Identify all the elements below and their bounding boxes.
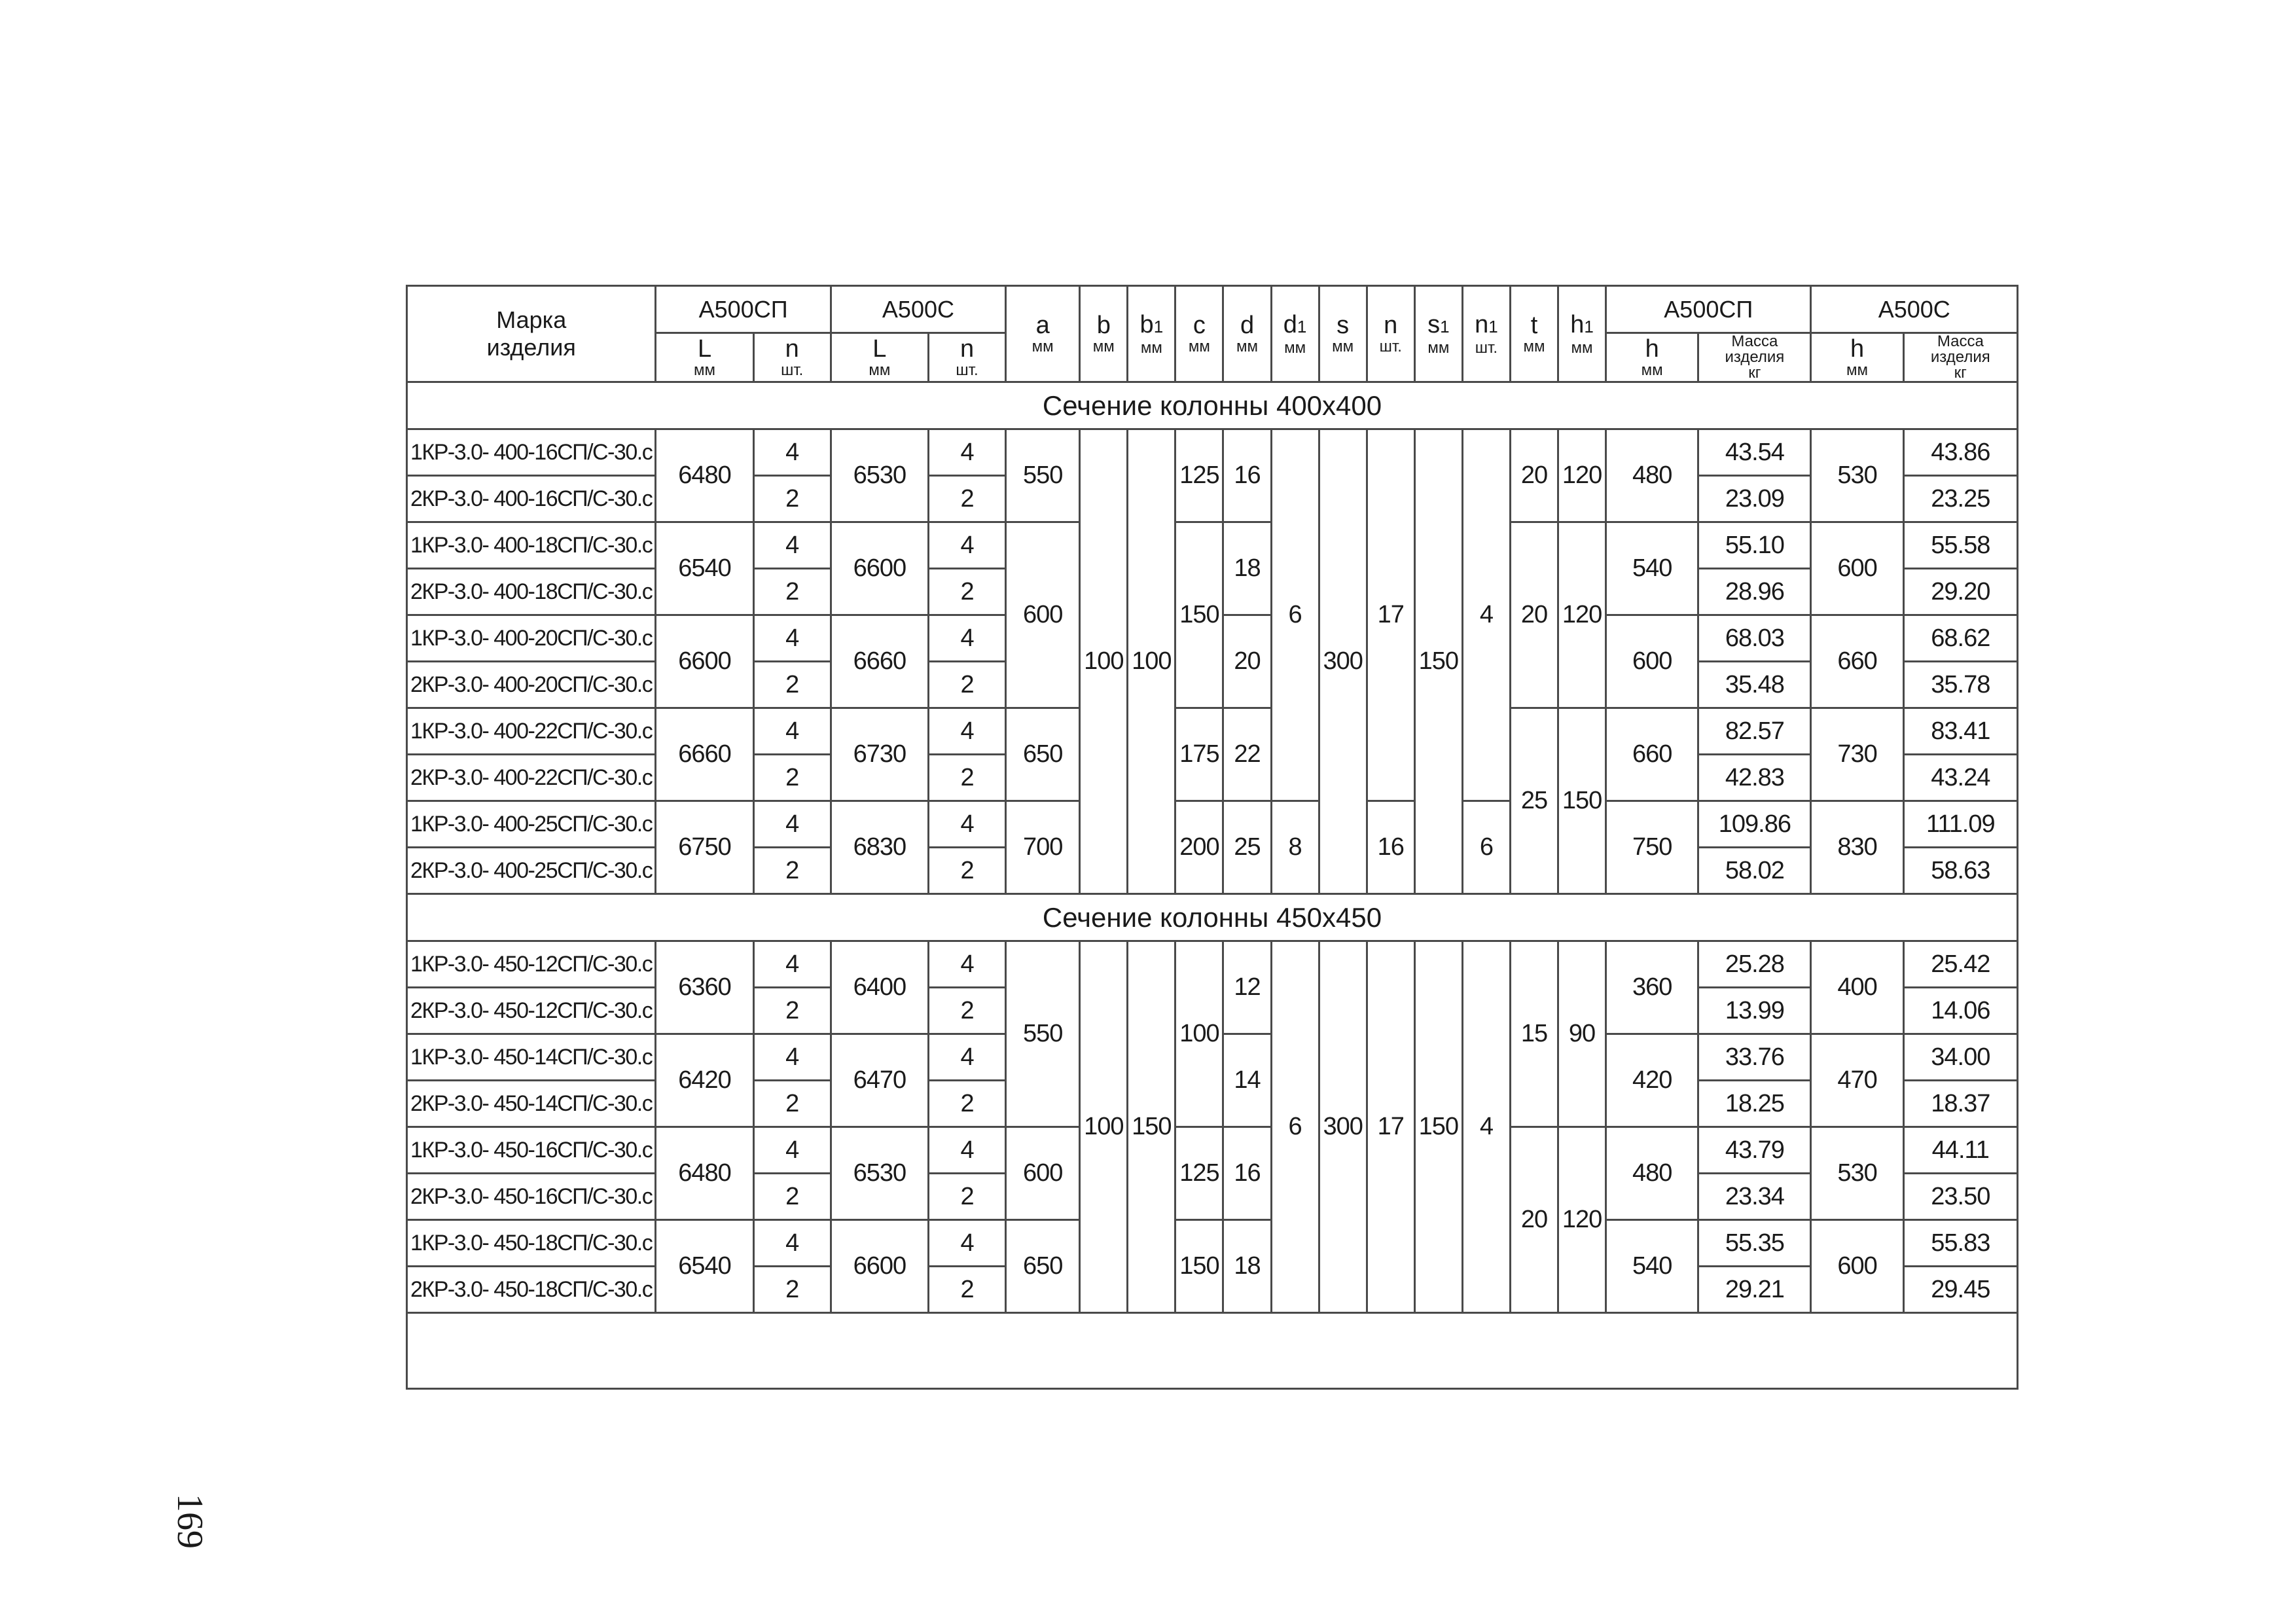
cell-b: 100: [1080, 941, 1128, 1313]
table-footer-blank: [407, 1313, 2018, 1389]
header-n1: n1 шт.: [1462, 286, 1510, 382]
mark-cell: 1КР-3.0- 400-20СП/С-30.с: [407, 615, 656, 662]
header-a: a мм: [1006, 286, 1080, 382]
mark-cell: 2КР-3.0- 400-25СП/С-30.с: [407, 848, 656, 894]
cell-d1: 6: [1271, 429, 1319, 801]
cell-h1: 120: [1558, 429, 1606, 522]
cell-h1: 120: [1558, 522, 1606, 708]
cell-c: 125: [1175, 429, 1223, 522]
table-row: [407, 522, 2018, 569]
cell-mass-sp: 82.57: [1698, 708, 1811, 755]
cell-L-sp: 6540: [656, 522, 753, 615]
cell-L-s: 6530: [831, 429, 928, 522]
cell-n-sp: 2: [753, 988, 831, 1034]
header-d: d мм: [1223, 286, 1271, 382]
cell-mass-s: 18.37: [1903, 1081, 2017, 1127]
cell-d: 20: [1223, 615, 1271, 708]
cell-c: 150: [1175, 522, 1223, 708]
cell-d: 16: [1223, 1127, 1271, 1220]
cell-mass-sp: 23.34: [1698, 1174, 1811, 1220]
cell-a: 700: [1006, 801, 1080, 894]
cell-n-sp: 2: [753, 662, 831, 708]
header-group-a500sp-right: А500СП: [1606, 286, 1811, 333]
cell-c: 100: [1175, 941, 1223, 1127]
mark-cell: 1КР-3.0- 400-25СП/С-30.с: [407, 801, 656, 848]
cell-n-s: 2: [928, 1174, 1005, 1220]
header-s: s мм: [1319, 286, 1367, 382]
cell-n-sp: 4: [753, 801, 831, 848]
cell-mass-s: 23.50: [1903, 1174, 2017, 1220]
header-n-s: n шт.: [928, 333, 1005, 382]
cell-L-s: 6400: [831, 941, 928, 1034]
mark-cell: 2КР-3.0- 450-16СП/С-30.с: [407, 1174, 656, 1220]
cell-mass-sp: 43.54: [1698, 429, 1811, 476]
cell-mass-sp: 33.76: [1698, 1034, 1811, 1081]
cell-L-sp: 6480: [656, 1127, 753, 1220]
cell-n-sp: 2: [753, 1267, 831, 1313]
cell-h-sp: 540: [1606, 1220, 1698, 1313]
cell-h-s: 660: [1811, 615, 1903, 708]
cell-L-sp: 6540: [656, 1220, 753, 1313]
cell-h-s: 530: [1811, 1127, 1903, 1220]
cell-n-sp: 4: [753, 615, 831, 662]
cell-d1: 6: [1271, 941, 1319, 1313]
header-h1: h1 мм: [1558, 286, 1606, 382]
header-h-s: h мм: [1811, 333, 1903, 382]
cell-h1: 120: [1558, 1127, 1606, 1313]
table-row: [407, 429, 2018, 476]
cell-L-sp: 6750: [656, 801, 753, 894]
cell-mass-sp: 18.25: [1698, 1081, 1811, 1127]
cell-mass-sp: 68.03: [1698, 615, 1811, 662]
mark-cell: 2КР-3.0- 400-22СП/С-30.с: [407, 755, 656, 801]
header-b: b мм: [1080, 286, 1128, 382]
cell-mass-s: 25.42: [1903, 941, 2017, 988]
cell-h-s: 470: [1811, 1034, 1903, 1127]
cell-mass-s: 44.11: [1903, 1127, 2017, 1174]
cell-d: 18: [1223, 522, 1271, 615]
cell-L-s: 6830: [831, 801, 928, 894]
cell-c: 125: [1175, 1127, 1223, 1220]
cell-L-sp: 6600: [656, 615, 753, 708]
cell-t: 15: [1510, 941, 1558, 1127]
cell-n: 17: [1367, 429, 1414, 801]
cell-mass-sp: 25.28: [1698, 941, 1811, 988]
header-t: t мм: [1510, 286, 1558, 382]
cell-d: 12: [1223, 941, 1271, 1034]
cell-L-sp: 6420: [656, 1034, 753, 1127]
cell-n-sp: 4: [753, 1127, 831, 1174]
cell-mass-s: 58.63: [1903, 848, 2017, 894]
mark-cell: 2КР-3.0- 400-16СП/С-30.с: [407, 476, 656, 522]
header-L-sp: L мм: [656, 333, 753, 382]
cell-a: 550: [1006, 941, 1080, 1127]
cell-n-s: 2: [928, 476, 1005, 522]
cell-b1: 150: [1128, 941, 1175, 1313]
mark-cell: 1КР-3.0- 450-16СП/С-30.с: [407, 1127, 656, 1174]
cell-t: 25: [1510, 708, 1558, 894]
cell-d: 16: [1223, 429, 1271, 522]
cell-n-sp: 2: [753, 476, 831, 522]
cell-h-s: 530: [1811, 429, 1903, 522]
cell-n-sp: 4: [753, 1034, 831, 1081]
cell-h-sp: 360: [1606, 941, 1698, 1034]
cell-n-sp: 4: [753, 522, 831, 569]
cell-n-s: 2: [928, 1267, 1005, 1313]
cell-n-sp: 2: [753, 569, 831, 615]
header-mark: Марка изделия: [407, 286, 656, 382]
cell-d: 18: [1223, 1220, 1271, 1313]
cell-n-s: 4: [928, 941, 1005, 988]
mark-cell: 2КР-3.0- 450-14СП/С-30.с: [407, 1081, 656, 1127]
header-L-s: L мм: [831, 333, 928, 382]
cell-mass-s: 34.00: [1903, 1034, 2017, 1081]
cell-h-sp: 420: [1606, 1034, 1698, 1127]
cell-mass-s: 55.83: [1903, 1220, 2017, 1267]
cell-n-s: 4: [928, 615, 1005, 662]
mark-cell: 2КР-3.0- 450-12СП/С-30.с: [407, 988, 656, 1034]
cell-n-s: 2: [928, 1081, 1005, 1127]
cell-L-s: 6660: [831, 615, 928, 708]
cell-d: 25: [1223, 801, 1271, 894]
cell-n-s: 2: [928, 755, 1005, 801]
mark-cell: 1КР-3.0- 400-16СП/С-30.с: [407, 429, 656, 476]
cell-h-s: 600: [1811, 522, 1903, 615]
cell-h-s: 830: [1811, 801, 1903, 894]
cell-L-sp: 6480: [656, 429, 753, 522]
cell-mass-s: 14.06: [1903, 988, 2017, 1034]
cell-a: 550: [1006, 429, 1080, 522]
cell-n: 17: [1367, 941, 1414, 1313]
table-row: [407, 1220, 2018, 1267]
cell-L-s: 6600: [831, 1220, 928, 1313]
cell-n-sp: 2: [753, 1174, 831, 1220]
reinforcement-cage-table: [406, 285, 2018, 1390]
cell-n-sp: 4: [753, 941, 831, 988]
mark-cell: 2КР-3.0- 400-18СП/С-30.с: [407, 569, 656, 615]
cell-d: 14: [1223, 1034, 1271, 1127]
cell-d: 22: [1223, 708, 1271, 801]
header-h-sp: h мм: [1606, 333, 1698, 382]
cell-h1: 150: [1558, 708, 1606, 894]
cell-n-sp: 2: [753, 848, 831, 894]
cell-c: 150: [1175, 1220, 1223, 1313]
cell-h-sp: 480: [1606, 429, 1698, 522]
header-mass-s: Масса изделия кг: [1903, 333, 2017, 382]
header-n-sp: n шт.: [753, 333, 831, 382]
table-row: [407, 801, 2018, 848]
cell-L-s: 6600: [831, 522, 928, 615]
header-group-a500s-right: А500С: [1811, 286, 2018, 333]
cell-a: 650: [1006, 708, 1080, 801]
cell-mass-sp: 55.35: [1698, 1220, 1811, 1267]
cell-mass-s: 35.78: [1903, 662, 2017, 708]
cell-h-sp: 600: [1606, 615, 1698, 708]
cell-n-sp: 2: [753, 755, 831, 801]
cell-t: 20: [1510, 429, 1558, 522]
cell-mass-sp: 13.99: [1698, 988, 1811, 1034]
cell-h-sp: 750: [1606, 801, 1698, 894]
cell-h1: 90: [1558, 941, 1606, 1127]
cell-mass-sp: 29.21: [1698, 1267, 1811, 1313]
cell-n-s: 4: [928, 708, 1005, 755]
cell-L-s: 6470: [831, 1034, 928, 1127]
header-c: c мм: [1175, 286, 1223, 382]
cell-n-sp: 4: [753, 708, 831, 755]
cell-mass-s: 43.24: [1903, 755, 2017, 801]
cell-b1: 100: [1128, 429, 1175, 894]
cell-mass-s: 43.86: [1903, 429, 2017, 476]
cell-c: 200: [1175, 801, 1223, 894]
cell-h-s: 730: [1811, 708, 1903, 801]
cell-d1: 8: [1271, 801, 1319, 894]
table-row: [407, 1127, 2018, 1174]
cell-L-sp: 6660: [656, 708, 753, 801]
cell-h-sp: 660: [1606, 708, 1698, 801]
cell-t: 20: [1510, 522, 1558, 708]
cell-n-s: 4: [928, 801, 1005, 848]
cell-mass-s: 83.41: [1903, 708, 2017, 755]
cell-mass-sp: 23.09: [1698, 476, 1811, 522]
header-group-a500s: А500С: [831, 286, 1005, 333]
cell-n-s: 2: [928, 988, 1005, 1034]
mark-cell: 2КР-3.0- 400-20СП/С-30.с: [407, 662, 656, 708]
page-number: 169: [170, 1494, 210, 1549]
cell-h-sp: 480: [1606, 1127, 1698, 1220]
cell-mass-s: 55.58: [1903, 522, 2017, 569]
cell-s: 300: [1319, 941, 1367, 1313]
table-row: [407, 941, 2018, 988]
cell-s1: 150: [1414, 429, 1462, 894]
table-row: [407, 708, 2018, 755]
header-s1: s1 мм: [1414, 286, 1462, 382]
section-title-400: Сечение колонны 400х400: [407, 382, 2018, 429]
cell-n-s: 2: [928, 569, 1005, 615]
cell-n-sp: 4: [753, 1220, 831, 1267]
section-title-450: Сечение колонны 450х450: [407, 894, 2018, 941]
cell-n-s: 4: [928, 1034, 1005, 1081]
header-mass-sp: Масса изделия кг: [1698, 333, 1811, 382]
header-n: n шт.: [1367, 286, 1414, 382]
cell-mass-s: 68.62: [1903, 615, 2017, 662]
header-group-a500sp: А500СП: [656, 286, 831, 333]
cell-n-s: 2: [928, 848, 1005, 894]
mark-cell: 1КР-3.0- 450-18СП/С-30.с: [407, 1220, 656, 1267]
cell-n-s: 4: [928, 1220, 1005, 1267]
cell-mass-sp: 58.02: [1698, 848, 1811, 894]
cell-n-s: 2: [928, 662, 1005, 708]
cell-L-s: 6530: [831, 1127, 928, 1220]
mark-cell: 1КР-3.0- 400-22СП/С-30.с: [407, 708, 656, 755]
cell-a: 600: [1006, 1127, 1080, 1220]
cell-n-sp: 2: [753, 1081, 831, 1127]
cell-L-sp: 6360: [656, 941, 753, 1034]
header-b1: b1 мм: [1128, 286, 1175, 382]
cell-n: 16: [1367, 801, 1414, 894]
cell-a: 650: [1006, 1220, 1080, 1313]
cell-mass-sp: 43.79: [1698, 1127, 1811, 1174]
cell-L-s: 6730: [831, 708, 928, 801]
cell-mass-s: 111.09: [1903, 801, 2017, 848]
cell-n-s: 4: [928, 429, 1005, 476]
cell-b: 100: [1080, 429, 1128, 894]
cell-s1: 150: [1414, 941, 1462, 1313]
cell-c: 175: [1175, 708, 1223, 801]
spec-sheet: [406, 285, 2018, 1422]
cell-mass-s: 29.45: [1903, 1267, 2017, 1313]
cell-n1: 6: [1462, 801, 1510, 894]
cell-mass-sp: 109.86: [1698, 801, 1811, 848]
cell-h-sp: 540: [1606, 522, 1698, 615]
cell-n1: 4: [1462, 941, 1510, 1313]
cell-mass-s: 23.25: [1903, 476, 2017, 522]
cell-mass-sp: 42.83: [1698, 755, 1811, 801]
cell-n-sp: 4: [753, 429, 831, 476]
cell-mass-sp: 55.10: [1698, 522, 1811, 569]
cell-a: 600: [1006, 522, 1080, 708]
cell-h-s: 600: [1811, 1220, 1903, 1313]
mark-cell: 1КР-3.0- 400-18СП/С-30.с: [407, 522, 656, 569]
cell-n1: 4: [1462, 429, 1510, 801]
cell-t: 20: [1510, 1127, 1558, 1313]
cell-n-s: 4: [928, 1127, 1005, 1174]
cell-mass-s: 29.20: [1903, 569, 2017, 615]
cell-mass-sp: 35.48: [1698, 662, 1811, 708]
cell-h-s: 400: [1811, 941, 1903, 1034]
mark-cell: 1КР-3.0- 450-14СП/С-30.с: [407, 1034, 656, 1081]
cell-n-s: 4: [928, 522, 1005, 569]
header-d1: d1 мм: [1271, 286, 1319, 382]
cell-s: 300: [1319, 429, 1367, 894]
mark-cell: 2КР-3.0- 450-18СП/С-30.с: [407, 1267, 656, 1313]
mark-cell: 1КР-3.0- 450-12СП/С-30.с: [407, 941, 656, 988]
cell-mass-sp: 28.96: [1698, 569, 1811, 615]
